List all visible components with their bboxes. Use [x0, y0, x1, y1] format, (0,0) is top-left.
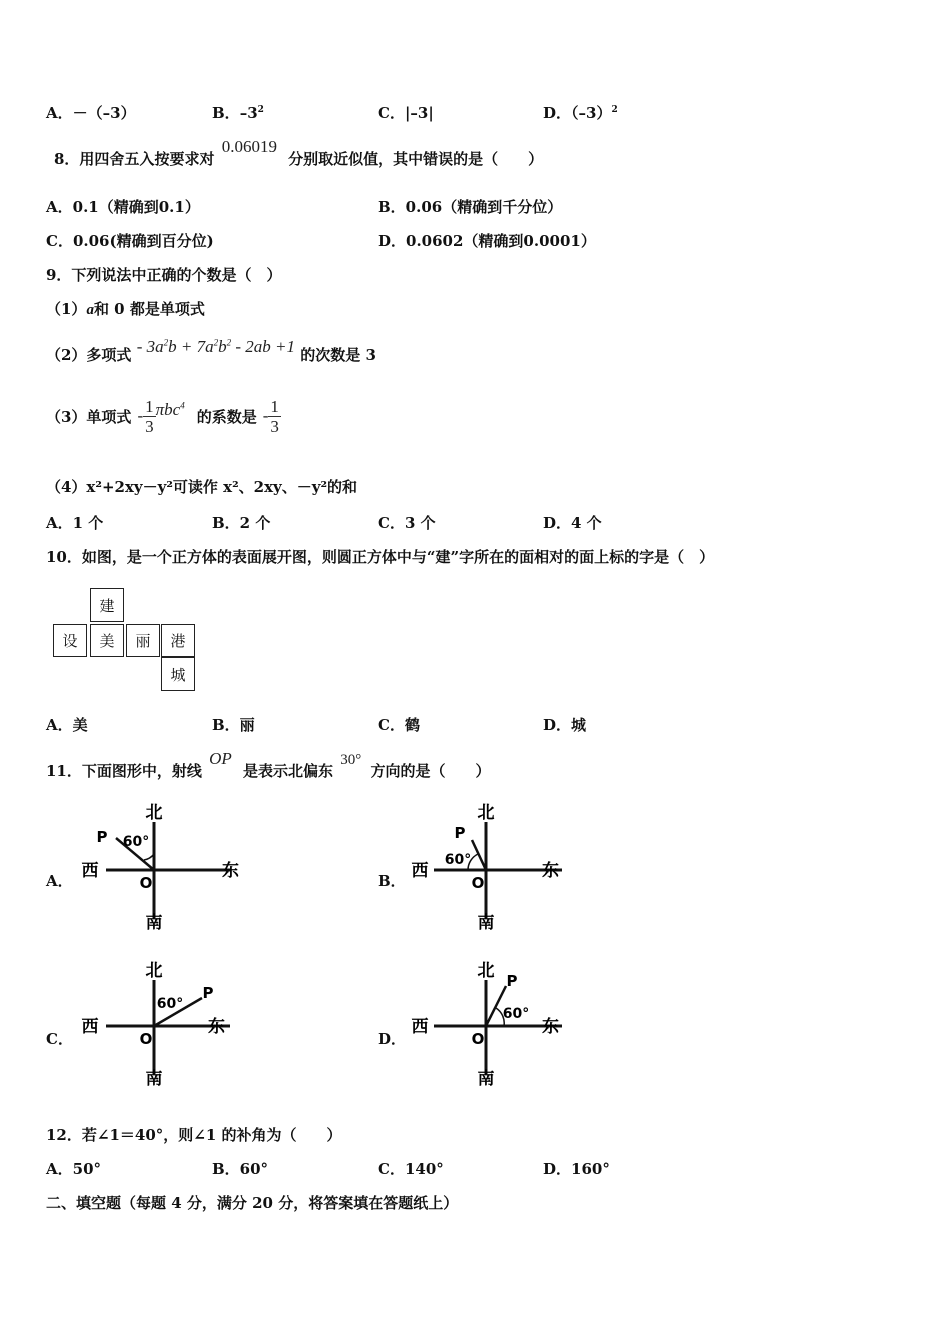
q12-option-b: B．60°	[212, 1160, 269, 1178]
q9-statement-3: （3）单项式 - $\frac{1}{3}$ πbc$^4$ 的系数是 - $\frac{1}{3}$	[46, 396, 279, 436]
origin-label: O	[139, 874, 153, 892]
q9-option-b: B．2 个	[212, 514, 271, 532]
south-label: 南	[145, 1069, 163, 1088]
q8-option-b: B．0.06（精确到千分位）	[378, 198, 563, 216]
q12-option-c: C．140°	[378, 1160, 444, 1178]
east-label: 东	[542, 861, 559, 881]
angle-30: 30°	[340, 752, 362, 768]
section-2-heading: 二、填空题（每题 4 分，满分 20 分，将答案填在答题纸上）	[46, 1194, 459, 1212]
east-label: 东	[208, 1017, 225, 1037]
q12-stem: 12．若∠1＝40°，则∠1 的补角为（ ）	[46, 1126, 342, 1144]
east-label: 东	[542, 1017, 559, 1037]
north-label: 北	[477, 961, 495, 981]
q9-option-d: D．4 个	[543, 514, 602, 532]
north-label: 北	[145, 803, 163, 823]
p-label: P	[96, 828, 108, 846]
angle-label: 60°	[122, 834, 150, 850]
origin-label: O	[471, 874, 485, 892]
net-cell-right: 港	[161, 624, 195, 657]
q7-option-c: C．|–3|	[378, 104, 434, 122]
q7-option-b: B．$-3^2$	[212, 104, 264, 122]
west-label: 西	[81, 861, 99, 881]
q9-statement-4: （4）x²+2xy－y²可读作 x²、2xy、－y²的和	[46, 478, 358, 496]
origin-label: O	[139, 1030, 153, 1048]
south-label: 南	[145, 913, 163, 930]
q10-option-b: B．丽	[212, 716, 255, 734]
north-label: 北	[145, 961, 163, 981]
net-cell-left: 设	[53, 624, 87, 657]
p-label: P	[454, 824, 466, 842]
angle-label: 60°	[444, 852, 472, 868]
north-label: 北	[477, 803, 495, 823]
q10-stem: 10．如图，是一个正方体的表面展开图，则圆正方体中与“建”字所在的面相对的面上标的字是（ ）	[46, 548, 715, 566]
q8-option-d: D．0.0602（精确到0.0001）	[378, 232, 596, 250]
west-label: 西	[411, 1017, 429, 1037]
west-label: 西	[81, 1017, 99, 1037]
q7-option-d: D．$(-3)^2$	[543, 104, 618, 122]
west-label: 西	[411, 861, 429, 881]
p-label: P	[506, 972, 518, 990]
compass-diagram-c	[70, 956, 250, 1092]
angle-label: 60°	[156, 996, 184, 1012]
q11-option-b-letter: B．	[378, 872, 406, 890]
south-label: 南	[477, 913, 495, 930]
q7-option-a: A．－（–3）	[46, 104, 136, 122]
q11-stem: 11．下面图形中，射线 OP 是表示北偏东 30° 方向的是（ ）	[46, 749, 491, 780]
polynomial-expression: - $3a^2b + 7a^2b^2 - 2ab +1$	[136, 337, 295, 356]
fraction-one-third: $\frac{1}{3}$	[145, 396, 154, 436]
q10-option-c: C．鹤	[378, 716, 420, 734]
net-cell-bottom: 城	[161, 657, 195, 691]
q8-stem: 8．用四舍五入按要求对 0.06019 分别取近似值，其中错误的是（ ）	[54, 137, 544, 168]
q8-option-c: C．0.06(精确到百分位)	[46, 232, 214, 250]
q9-stem: 9．下列说法中正确的个数是（ ）	[46, 266, 282, 284]
q9-statement-2: （2）多项式 - $3a^2b + 7a^2b^2 - 2ab +1$ 的次数是 3	[46, 337, 376, 364]
q12-option-a: A．50°	[46, 1160, 102, 1178]
fraction-one-third-answer: $\frac{1}{3}$	[270, 396, 279, 436]
compass-diagram-d	[402, 956, 582, 1092]
net-cell-top: 建	[90, 588, 124, 622]
origin-label: O	[471, 1030, 485, 1048]
q10-option-d: D．城	[543, 716, 587, 734]
q9-statement-1: （1）a和 0 都是单项式	[46, 300, 205, 318]
q9-option-c: C．3 个	[378, 514, 436, 532]
compass-diagram-b	[402, 800, 582, 934]
south-label: 南	[477, 1069, 495, 1088]
q10-option-a: A．美	[46, 716, 88, 734]
q8-number: 0.06019	[221, 137, 277, 156]
q11-option-d-letter: D．	[378, 1030, 407, 1048]
q9-option-a: A．1 个	[46, 514, 104, 532]
compass-diagram-a	[70, 800, 250, 934]
net-cell-mid2: 丽	[126, 624, 160, 657]
net-cell-mid: 美	[90, 624, 124, 657]
q11-option-c-letter: C．	[46, 1030, 73, 1048]
p-label: P	[202, 984, 214, 1002]
q11-option-a-letter: A．	[46, 872, 73, 890]
q8-option-a: A．0.1（精确到0.1）	[46, 198, 200, 216]
angle-label: 60°	[502, 1006, 530, 1022]
q12-option-d: D．160°	[543, 1160, 610, 1178]
east-label: 东	[222, 861, 239, 881]
ray-op: OP	[209, 749, 232, 768]
